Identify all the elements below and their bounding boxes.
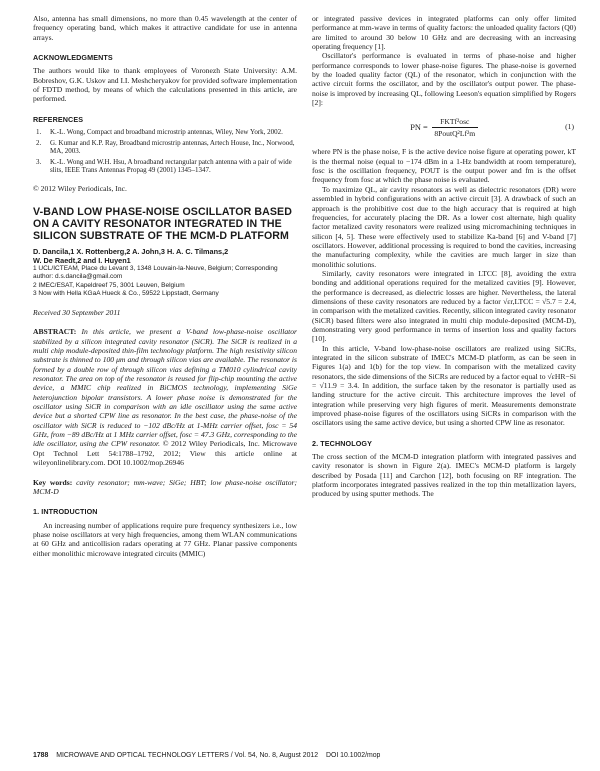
page-number: 1788 xyxy=(33,752,49,759)
keywords-text: cavity resonator; mm-wave; SiGe; HBT; low phase-noise oscillator; MCM-D xyxy=(33,477,297,496)
equation-number: (1) xyxy=(565,122,574,132)
affiliation: 3 Now with Hella KGaA Hueck & Co., 59522 Lippstadt, Germany xyxy=(33,289,219,297)
intro-body: An increasing number of applications require pure frequency synthesizers i.e., low phase noise oscillators at very high frequencies, among them WLAN communications at 60 GHz and anticollision radars operating at 77 GHz. Planar passive components either monolithic microwave integrated circuits (MMIC) xyxy=(33,520,297,558)
footer-doi: DOI 10.1002/mop xyxy=(326,752,381,759)
paragraph: Oscillator's performance is evaluated in terms of phase-noise and higher performance corresponds to lower phase-noise figures. The phase-noise is governed by the loaded quality factor (QL) of the resonator, which in conjunction with the active circuit forms the oscillator, and by the oscillator's output power. The phase-noise is improved by increasing QL, following Leeson's equation simplified by Rogers [2]: xyxy=(312,51,576,108)
authors-line-1: D. Dancila,1 X. Rottenberg,2 A. John,3 H. A. C. Tilmans,2 xyxy=(33,247,229,257)
equation-denominator: 8PoutQ²Lf²m xyxy=(434,128,476,138)
fraction-bar xyxy=(432,127,478,128)
equation-fraction xyxy=(432,117,478,138)
tech-heading: 2. TECHNOLOGY xyxy=(312,438,373,448)
right-column xyxy=(312,14,576,499)
equation-1 xyxy=(312,113,576,141)
paragraph: or integrated passive devices in integrated platforms can only offer limited performance at mm-wave in terms of quality factors: the unloaded quality factors (Q0) are limited to around 30 below 10 GHz and are decreasing with an increasing operating frequency [1]. xyxy=(312,14,576,52)
paragraph: Similarly, cavity resonators were integrated in LTCC [8], avoiding the extra bonding and additional operations required for the metalized cavities [9]. However, the performance is decreased, as dielectric losses are higher. Nevertheless, the lateral dimensions of these cavity resonators are reduced by a factor √εr,LTCC = √5.7 = 2.4, in comparison with the metalized cavities. Recently, silicon integrated cavity resonator (SiCR) based filters were also integrated in multi chip module-deposited (MCM-D), demonstrating very good performance in terms of insertion loss and quality factors [10]. xyxy=(312,268,576,344)
paragraph: where PN is the phase noise, F is the active device noise figure at operating power, kT is the thermal noise (equal to −174 dBm in a 1-Hz bandwidth at room temperature), fosc is the oscillation frequency, POUT is the output power and fm is the offset frequency from fosc at which the phase noise is evaluated. xyxy=(312,147,576,185)
affiliation: 1 UCL/ICTEAM, Place du Levant 3, 1348 Louvain-la-Neuve, Belgium; Corresponding author: d.s.dancila@gmail.com xyxy=(33,265,278,281)
abstract-text: In this article, we present a V-band low-phase-noise oscillator stabilized by a silicon integrated cavity resonator (SiCR). The SiCR is realized in a multi chip module-deposited thin-film technology platform. The high resistivity silicon substrate is thinned to 100 μm and through silicon vias are available. The resonator is formed by a double row of through silicon vias defining a TM010 cylindrical cavity resonator. The area on top of the resonator is reused for flip-chip mounting the active device, a MMIC chip realized in BiCMOS technology, implementing SiGe heterojunction bipolar transistors. A lower phase noise is demonstrated for the oscillator using SiCR in comparison with an idle oscillator using the same active device but a shorted CPW line as resonator. In the best case, the phase-noise of the oscillator with SiCR is reduced to −102 dBc/Hz at 1-MHz carrier offset, fosc = 54 GHz, from −89 dBc/Hz at 1 MHz carrier offset, fosc = 47.3 GHz, corresponding to the idle oscillator, using the CPW resonator. xyxy=(33,327,297,449)
equation-lhs: PN = xyxy=(410,122,428,132)
abstract-tail: © 2012 Wiley Periodicals, Inc. Microwave Opt Technol Lett 54:1788–1792, 2012; View this article online at wileyonlinelibrary.com. DOI 10.1002/mop.26946 xyxy=(33,439,297,468)
ack-heading: ACKNOWLEDGMENTS xyxy=(33,53,113,63)
paragraph: To maximize QL, air cavity resonators as well as dielectric resonators (DR) were assembled in hybrid configurations with an active circuit [3]. A drawback of such an approach is the prohibitive cost due to the high accuracy that is required at high frequencies, for accurately placing the DR. As a lower cost alternate, high quality factor metalized cavity resonators were realized using micromachining techniques in silicon [4, 5]. These were effectively used to stabilize Ka-band [6] and V-band [7] oscillators. However, additional processing is required to bond the cavities, increasing the manufacturing complexity, while the cavities are much larger in size than monolithic solutions. xyxy=(312,184,576,269)
reference-item: 2. G. Kumar and K.P. Ray, Broadband microstrip antennas, Artech House, Inc., Norwood, MA, 2003. xyxy=(36,138,295,156)
page-footer xyxy=(33,752,576,759)
ack-text: The authors would like to thank employees of Voronezh State University: A.M. Bobreshov, G.K. Uskov and I.I. Meshcheryakov for provided software implementation of FDTD method, by means of which the calculations presented in this article, are performed. xyxy=(33,66,297,104)
equation-numerator: FKTf²osc xyxy=(440,116,470,126)
article-title: V-BAND LOW PHASE-NOISE OSCILLATOR BASED ON A CAVITY RESONATOR INTEGRATED IN THE SILICON SUBSTRATE OF THE MCM-D PLATFORM xyxy=(33,206,292,242)
keywords xyxy=(33,478,297,497)
intro-heading: 1. INTRODUCTION xyxy=(33,507,98,517)
received-date: Received 30 September 2011 xyxy=(33,308,121,317)
reference-item: 3. K.-L. Wong and W.H. Hsu, A broadband rectangular patch antenna with a pair of wide slits, IEEE Trans Antennas Propag 49 (2001) 1345–1347. xyxy=(36,157,292,175)
paragraph: In this article, V-band low-phase-noise oscillators are realized using SiCRs, integrated in the silicon substrate of IMEC's MCM-D platform, as can be seen in Figures 1(a) and 1(b) for the top view. In comparison with the metalized cavity resonators, the side dimensions of the SiCRs are reduced by a factor equal to √εHR−Si = √11.9 = 3.4. In addition, the surface taken by the resonator is partially used as landing structure for the active circuit. This architecture improves the level of integration while preserving very high figures of merit. Measurements demonstrate improved phase-noise figures of the oscillators using SiCRs in comparison with the oscillators using the same active device, but using a shorted CPW line as resonator. xyxy=(312,343,576,428)
reference-item: 1. K.-L. Wong, Compact and broadband microstrip antennas, Wiley, New York, 2002. xyxy=(36,128,283,137)
keywords-label: Key words: xyxy=(33,477,73,487)
authors-line-2: W. De Raedt,2 and I. Huyen1 xyxy=(33,256,131,266)
copyright-prev: © 2012 Wiley Periodicals, Inc. xyxy=(33,184,127,194)
abstract xyxy=(33,327,297,467)
journal-info: MICROWAVE AND OPTICAL TECHNOLOGY LETTERS / Vol. 54, No. 8, August 2012 xyxy=(56,752,319,759)
abstract-label: ABSTRACT: xyxy=(33,327,77,337)
affiliation: 2 IMEC/ESAT, Kapeldreef 75, 3001 Leuven, Belgium xyxy=(33,281,185,289)
paragraph: The cross section of the MCM-D integration platform with integrated passives and cavity resonator is shown in Figure 2(a). IMEC's MCM-D platform is largely described by Posada [11] and Carchon [12], both focusing on RF integration. The platform incorporates integrated passives realized in the top thin metallization layers, produced by using sputter methods. The xyxy=(312,452,576,499)
intro-continuation: Also, antenna has small dimensions, no more than 0.45 wavelength at the center of frequency operating band, which makes it attractive candidate for use in antenna arrays. xyxy=(33,14,297,42)
reference-list xyxy=(33,128,297,175)
left-column xyxy=(33,14,297,558)
refs-heading: REFERENCES xyxy=(33,114,84,124)
